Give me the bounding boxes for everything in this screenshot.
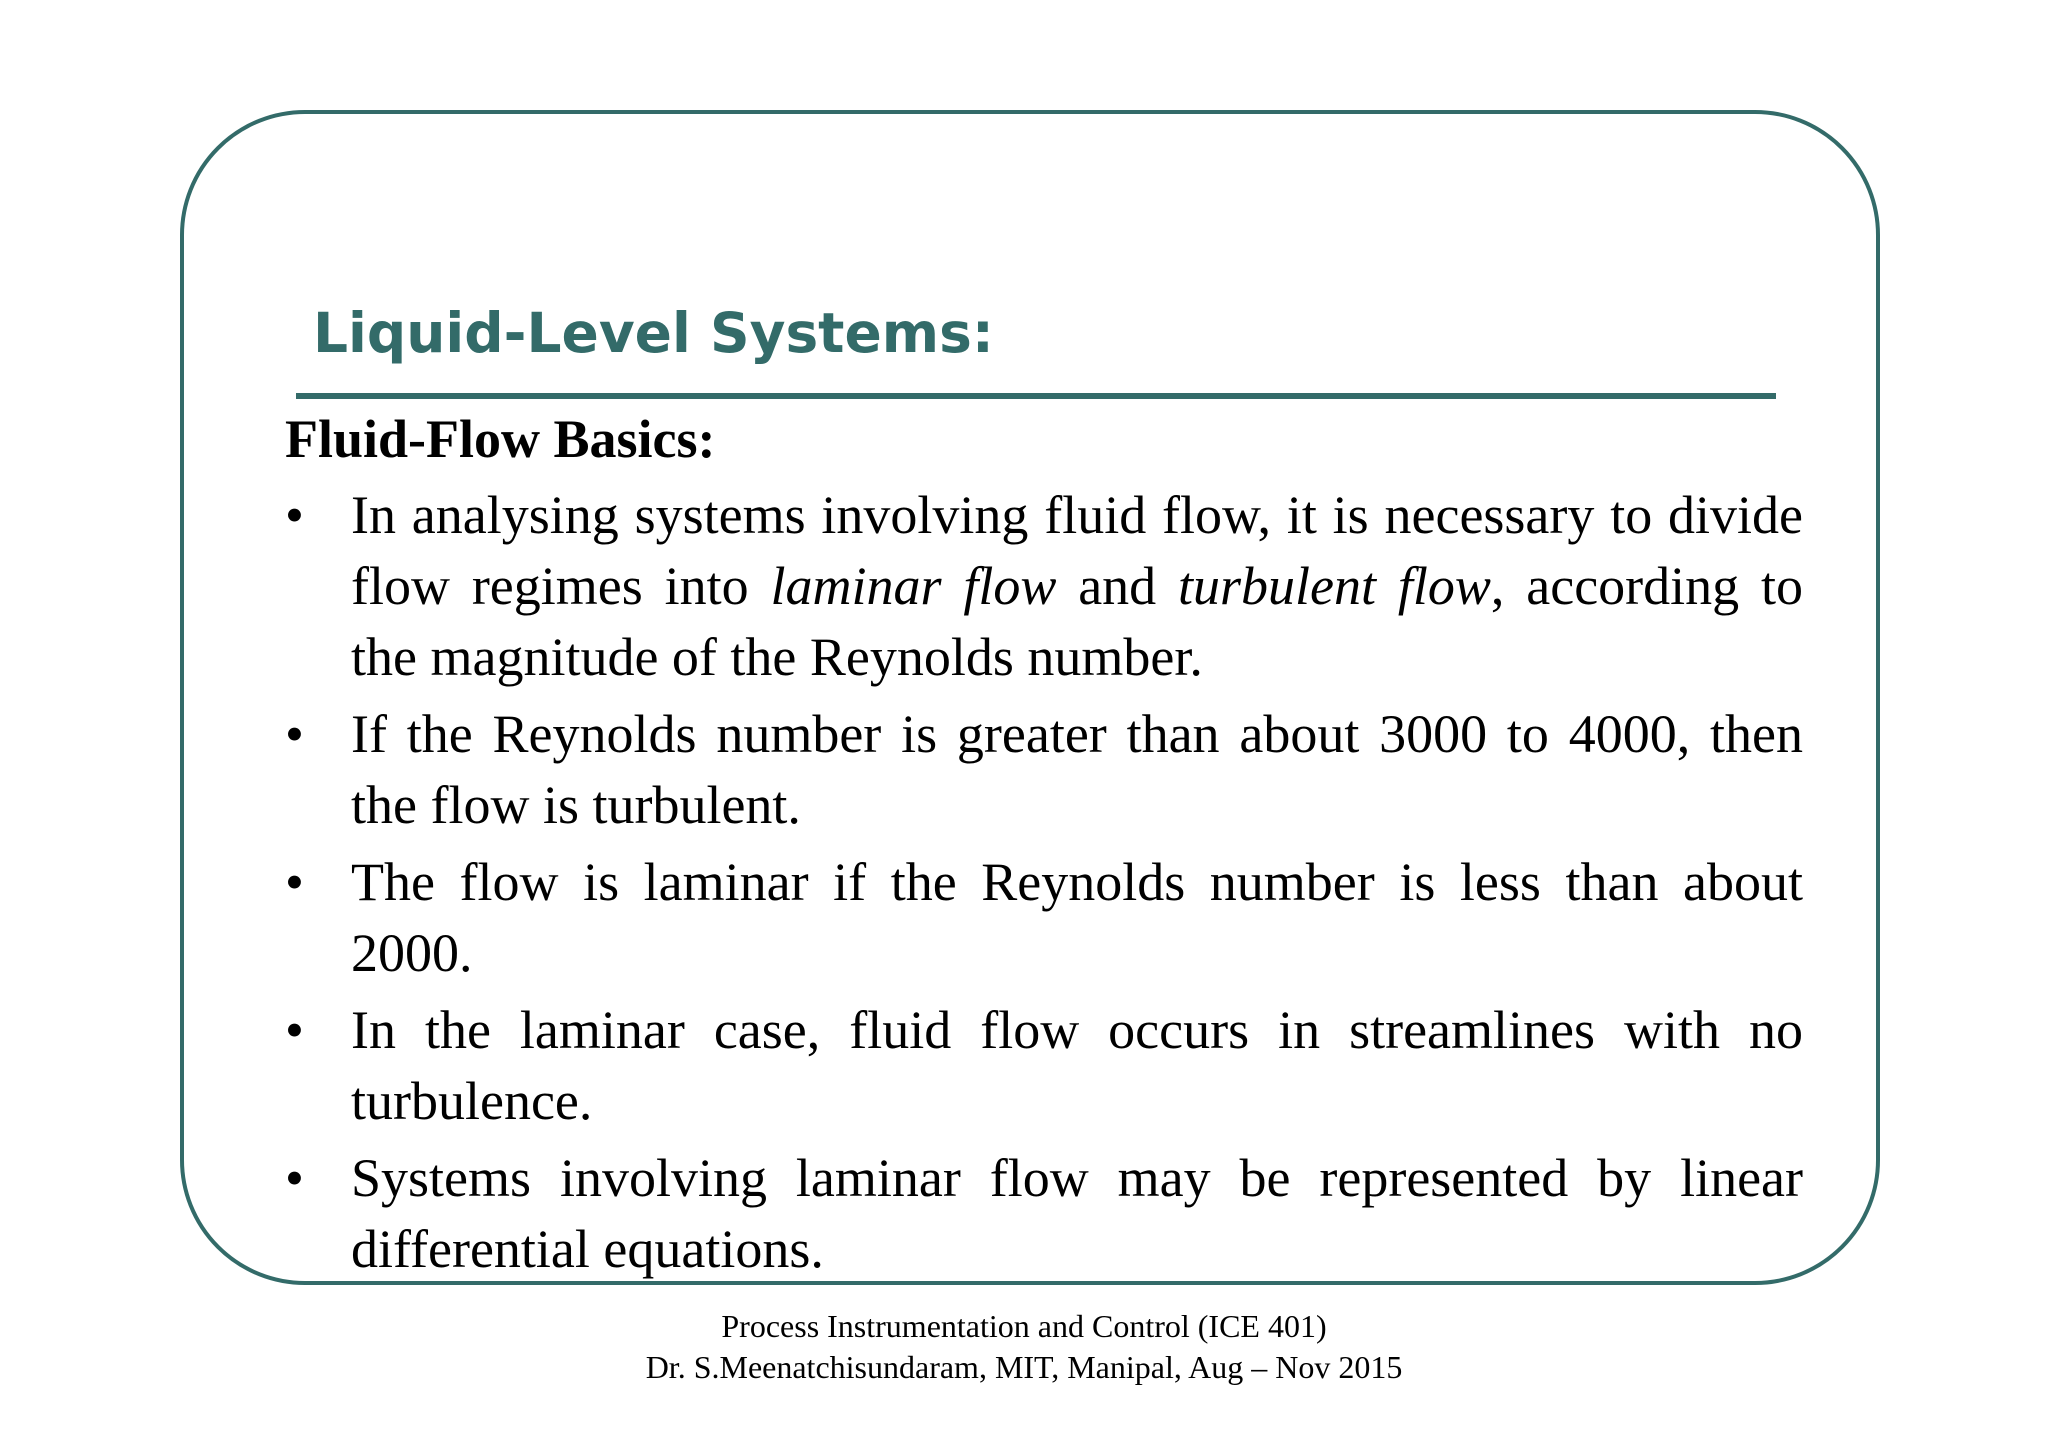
bullet-dot: •	[285, 1000, 304, 1060]
bullet-item	[285, 699, 1803, 841]
section-heading: Fluid-Flow Basics:	[285, 409, 716, 469]
bullet-text	[351, 704, 1803, 835]
emphasized-term: laminar flow	[770, 556, 1057, 616]
emphasized-term: turbulent flow	[1178, 556, 1491, 616]
bullet-item	[285, 847, 1803, 989]
bullet-item	[285, 480, 1803, 693]
bullet-text-segment: The flow is laminar if the Reynolds number is less than about 2000.	[351, 852, 1803, 983]
title-underline	[296, 393, 1776, 399]
bullet-text-segment: Systems involving laminar flow may be represented by linear differential equations.	[351, 1148, 1803, 1279]
bullet-text	[351, 1000, 1803, 1131]
bullet-text	[351, 852, 1803, 983]
slide-title: Liquid-Level Systems:	[313, 301, 994, 365]
bullet-item	[285, 1143, 1803, 1285]
footer-course-title: Process Instrumentation and Control (ICE 401)	[721, 1308, 1327, 1344]
bullet-text	[351, 485, 1803, 687]
bullet-text-segment: and	[1056, 556, 1179, 616]
bullet-list	[285, 480, 1803, 1291]
bullet-dot: •	[285, 852, 304, 912]
bullet-text-segment: In analysing systems involving fluid flow, it is necessary to divide flow regimes into	[351, 485, 1803, 616]
bullet-dot: •	[285, 704, 304, 764]
bullet-text-segment: In the laminar case, fluid flow occurs in streamlines with no turbulence.	[351, 1000, 1803, 1131]
bullet-item	[285, 995, 1803, 1137]
bullet-text	[351, 1148, 1803, 1279]
footer-author-info: Dr. S.Meenatchisundaram, MIT, Manipal, Aug – Nov 2015	[645, 1349, 1403, 1385]
bullet-text-segment: If the Reynolds number is greater than about 3000 to 4000, then the flow is turbulent.	[351, 704, 1803, 835]
bullet-dot: •	[285, 1148, 304, 1208]
bullet-text-segment: , according to the magnitude of the Reynolds number.	[351, 556, 1803, 687]
bullet-dot: •	[285, 485, 304, 545]
